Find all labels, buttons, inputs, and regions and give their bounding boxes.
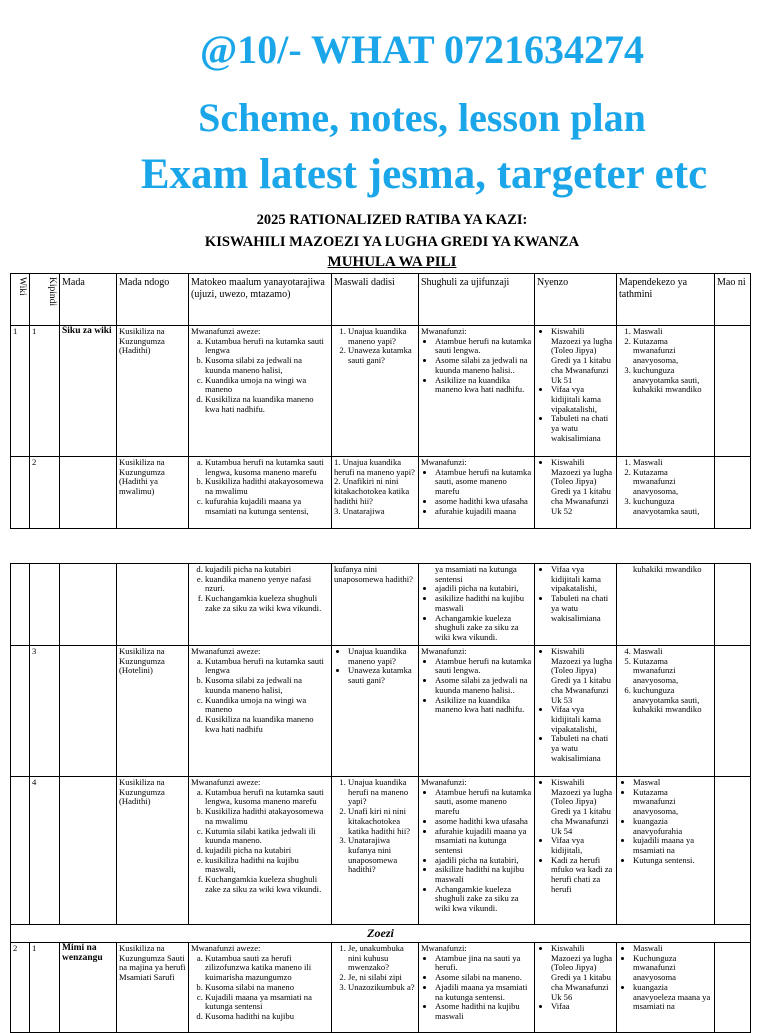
- shughuli-intro: Mwanafunzi:: [421, 777, 467, 787]
- list-item: 3. Unatarajiwa kufanya nini unaposomewa hadithi?: [348, 836, 416, 875]
- list-item: • Atambue herufi na kutamka sauti, asome maneno marefu: [435, 468, 532, 497]
- cell-wiki: [11, 564, 30, 646]
- cell-mada-ndogo: Kusikiliza na Kuzungumza (Hadithi): [117, 326, 189, 457]
- cell-mada: [60, 564, 117, 646]
- list-item: a. Kutambua herufi na kutamka sauti lengwa, kusoma maneno marefu: [205, 458, 329, 477]
- list-item: a. Kutambua herufi na kutamka sauti lengwa: [205, 337, 329, 356]
- shughuli-intro: Mwanafunzi:: [421, 646, 467, 656]
- header-tathmini: Mapendekezo ya tathmini: [617, 274, 715, 326]
- cell-matokeo: [189, 646, 332, 777]
- cell-mada: [60, 646, 117, 777]
- list-item: • Asome silabi za jedwali na kuunda maneno halisi..: [435, 676, 532, 695]
- zoezi-label: Zoezi: [11, 925, 751, 943]
- cell-matokeo: [189, 326, 332, 457]
- cell-nyenzo: [535, 777, 617, 925]
- cell-shughuli: [419, 943, 535, 1033]
- list-item: • Asome silabi na maneno.: [435, 973, 532, 983]
- list-item: 3. kuchunguza anavyotamka sauti,: [633, 497, 712, 516]
- cell-wiki: [11, 777, 30, 925]
- table-row: [11, 564, 751, 646]
- list-item: • Kutazama mwanafunzi anavyosoma,: [633, 788, 712, 817]
- matokeo-intro: Mwanafunzi aweze:: [191, 943, 261, 953]
- list-item: 2. Kutazama mwanafunzi anavyosoma,: [633, 468, 712, 497]
- cell-maswali: kufanya nini unaposomewa hadithi?: [332, 564, 419, 646]
- list-item: • Atambue jina na sauti ya herufi.: [435, 954, 532, 973]
- cell-shughuli: [419, 646, 535, 777]
- list-item: 2. Unaweza kutamka sauti gani?: [348, 346, 416, 365]
- cell-matokeo: [189, 564, 332, 646]
- list-item: d. Kusoma hadithi na kujibu: [205, 1012, 329, 1022]
- list-item: • ajadili picha na kutabiri,: [435, 856, 532, 866]
- list-item: a. Kutambua herufi na kutamka sauti lengwa: [205, 657, 329, 676]
- ad-line-exam: Exam latest jesma, targeter etc: [140, 151, 708, 198]
- scheme-table-page2: [10, 563, 751, 1033]
- list-item: 2. Je, ni silabi zipi: [348, 973, 416, 983]
- list-item: 1. Unajua kuandika herufi na maneno yapi?: [334, 457, 415, 477]
- list-item: 1. Je, unakumbuka nini kuhusu mwenzako?: [348, 944, 416, 973]
- cell-kipindi: 1: [30, 943, 60, 1033]
- ad-line-phone: @10/- WHAT 0721634274: [200, 27, 644, 72]
- list-item: • Vifaa vya kidijitali kama vipakatalishi,: [551, 385, 614, 414]
- table-row: [11, 457, 751, 529]
- header-shughuli: Shughuli za ujifunzaji: [419, 274, 535, 326]
- list-item: c. Kuandika umoja na wingi wa maneno: [205, 376, 329, 395]
- list-item: • Maswal: [633, 778, 712, 788]
- list-item: d. Kusikiliza na kuandika maneno kwa hati nadhifu: [205, 715, 329, 734]
- table-row: [11, 943, 751, 1033]
- list-item: • Atambue herufi na kutamka sauti lengwa.: [435, 657, 532, 676]
- list-item: 1. Unajua kuandika maneno yapi?: [348, 327, 416, 346]
- list-item: 1. Maswali: [633, 458, 712, 468]
- cell-kipindi: 2: [30, 457, 60, 529]
- list-item: 4. Maswali: [633, 647, 712, 657]
- list-item: ya msamiati na kutunga sentensi: [435, 564, 517, 584]
- list-item: • Atambue herufi na kutamka sauti, asome maneno marefu: [435, 788, 532, 817]
- list-item: c. kufurahia kujadili maana ya msamiati na kutunga sentensi,: [205, 497, 329, 516]
- list-item: 2. Unafikiri ni nini kitakachotokea katika hadithi hii?: [334, 476, 410, 506]
- list-item: • Asikilize na kuandika maneno kwa hati nadhifu.: [435, 696, 532, 715]
- header-kipindi: Kipindi: [30, 274, 60, 326]
- cell-maoni: [715, 564, 751, 646]
- list-item: • Tabuleti na chati ya watu wakisalimiana: [551, 734, 614, 763]
- table-row: [11, 646, 751, 777]
- matokeo-intro: Mwanafunzi aweze:: [191, 326, 261, 336]
- list-item: • Vifaa vya kidijitali kama vipakatalishi,: [551, 705, 614, 734]
- cell-tathmini: [617, 326, 715, 457]
- list-item: 5. Kutazama mwanafunzi anavyosoma,: [633, 657, 712, 686]
- list-item: • kujadili maana ya msamiati na: [633, 836, 712, 855]
- cell-mada: Siku za wiki: [60, 326, 117, 457]
- cell-maswali: [332, 326, 419, 457]
- scheme-table-page1: [10, 273, 751, 529]
- list-item: b. Kusoma silabi na maneno: [205, 983, 329, 993]
- list-item: • afurahie kujadili maana ya msamiati na kutunga sentensi: [435, 827, 532, 856]
- list-item: • Atambue herufi na kutamka sauti lengwa.: [435, 337, 532, 356]
- cell-nyenzo: [535, 457, 617, 529]
- list-item: • kuangazia anavyofurahia: [633, 817, 712, 836]
- doc-title: 2025 RATIONALIZED RATIBA YA KAZI:: [256, 212, 528, 228]
- cell-wiki: 1: [11, 326, 30, 457]
- list-item: • asome hadithi kwa ufasaha: [435, 817, 532, 827]
- cell-tathmini: [617, 646, 715, 777]
- cell-mada-ndogo: Kusikiliza na Kuzungumza (Hotelini): [117, 646, 189, 777]
- shughuli-intro: Mwanafunzi:: [421, 943, 467, 953]
- list-item: • asikilize hadithi na kujibu maswali: [435, 594, 532, 613]
- cell-maoni: [715, 326, 751, 457]
- header-maswali: Maswali dadisi: [332, 274, 419, 326]
- cell-kipindi: 4: [30, 777, 60, 925]
- cell-kipindi: 1: [30, 326, 60, 457]
- shughuli-intro: Mwanafunzi:: [421, 326, 467, 336]
- table-row: [11, 326, 751, 457]
- cell-matokeo: [189, 943, 332, 1033]
- list-item: • Unaweza kutamka sauti gani?: [348, 666, 416, 685]
- list-item: • afurahie kujadili maana: [435, 507, 532, 517]
- cell-nyenzo: [535, 564, 617, 646]
- list-item: • Achangamkie kueleza shughuli zake za siku za wiki kwa vikundi.: [435, 885, 532, 914]
- cell-maswali: [332, 777, 419, 925]
- doc-subtitle: KISWAHILI MAZOEZI YA LUGHA GREDI YA KWANZA: [204, 234, 580, 250]
- list-item: • Vifaa vya kidijitali kama vipakatalishi,: [551, 565, 614, 594]
- list-item: • Kiswahili Mazoezi ya lugha (Toleo Jipya) Gredi ya 1 kitabu cha Mwanafunzi Uk 54: [551, 778, 614, 836]
- list-item: d. kujadili picha na kutabiri: [205, 846, 329, 856]
- list-item: d. kujadili picha na kutabiri: [205, 565, 329, 575]
- list-item: • Kiswahili Mazoezi ya lugha (Toleo Jipya) Gredi ya 1 kitabu cha Mwanafunzi Uk 52: [551, 458, 614, 516]
- list-item: • Asikilize na kuandika maneno kwa hati nadhifu.: [435, 376, 532, 395]
- list-item: 2. Kutazama mwanafunzi anavyosoma,: [633, 337, 712, 366]
- list-item: • Asome silabi za jedwali na kuunda maneno halisi..: [435, 356, 532, 375]
- list-item: • Unajua kuandika maneno yapi?: [348, 647, 416, 666]
- list-item: • Kiswahili Mazoezi ya lugha (Toleo Jipya) Gredi ya 1 kitabu cha Mwanafunzi Uk 53: [551, 647, 614, 705]
- list-item: e. kusikiliza hadithi na kujibu maswali,: [205, 856, 329, 875]
- header-maoni: Mao ni: [715, 274, 751, 326]
- list-item: • Kadi za herufi mfuko wa kadi za herufi chati za herufi: [551, 856, 614, 895]
- list-item: f. Kuchangamkia kueleza shughuli zake za siku za wiki kwa vikundi.: [205, 594, 329, 613]
- cell-mada-ndogo: Kusikiliza na Kuzungumza (Hadithi ya mwalimu): [117, 457, 189, 529]
- cell-kipindi: [30, 564, 60, 646]
- cell-mada: [60, 777, 117, 925]
- list-item: a. Kutambua herufi na kutamka sauti lengwa, kusoma maneno marefu: [205, 788, 329, 807]
- matokeo-intro: Mwanafunzi aweze:: [191, 646, 261, 656]
- cell-maswali: [332, 646, 419, 777]
- list-item: 3. Unazozikumbuk a?: [348, 983, 416, 993]
- list-item: 3. Unatarajiwa: [334, 505, 385, 516]
- list-item: • kuangazia anavyoeleza maana ya msamiati na: [633, 983, 712, 1012]
- table-header-row: [11, 274, 751, 326]
- cell-maswali: [332, 943, 419, 1033]
- cell-wiki: [11, 646, 30, 777]
- list-item: b. Kusoma silabi za jedwali na kuunda maneno halisi,: [205, 356, 329, 375]
- list-item: • Vifaa vya kidijitali,: [551, 836, 614, 855]
- cell-nyenzo: [535, 326, 617, 457]
- ad-line-scheme: Scheme, notes, lesson plan: [198, 95, 646, 140]
- cell-matokeo: [189, 457, 332, 529]
- list-item: • Kiswahili Mazoezi ya lugha (Toleo Jipya) Gredi ya 1 kitabu cha Mwanafunzi Uk 51: [551, 327, 614, 385]
- cell-mada-ndogo: Kusikiliza na Kuzungumza Sauti na majina ya herufi Msamiati Sarufi: [117, 943, 189, 1033]
- list-item: c. Kutumia silabi katika jedwali ili kuunda maneno.: [205, 827, 329, 846]
- list-item: 1. Maswali: [633, 327, 712, 337]
- cell-maoni: [715, 943, 751, 1033]
- list-item: b. Kusoma silabi za jedwali na kuunda maneno halisi,: [205, 676, 329, 695]
- cell-mada-ndogo: Kusikiliza na Kuzungumza (Hadithi): [117, 777, 189, 925]
- list-item: f. Kuchangamkia kueleza shughuli zake za siku za wiki kwa vikundi.: [205, 875, 329, 894]
- cell-maoni: [715, 777, 751, 925]
- cell-shughuli: [419, 457, 535, 529]
- list-item: • Achangamkie kueleza shughuli zake za siku za wiki kwa vikundi.: [435, 614, 532, 643]
- cell-mada: Mimi na wenzangu: [60, 943, 117, 1033]
- list-item: e. kuandika maneno yenye nafasi nzuri.: [205, 575, 329, 594]
- list-item: 2. Unafi kiri ni nini kitakachotokea katika hadithi hii?: [348, 807, 416, 836]
- list-item: a. Kutambua sauti za herufi zilizofunzwa katika maneno ili kuimarisha mazungumzo: [205, 954, 329, 983]
- cell-shughuli: [419, 326, 535, 457]
- cell-tathmini: [617, 457, 715, 529]
- cell-nyenzo: [535, 943, 617, 1033]
- header-mada-ndogo: Mada ndogo: [117, 274, 189, 326]
- list-item: c. Kujadili maana ya msamiati na kutunga sentensi: [205, 993, 329, 1012]
- cell-mada-ndogo: [117, 564, 189, 646]
- list-item: • Asome hadithi na kujibu maswali: [435, 1002, 532, 1021]
- cell-tathmini: [617, 777, 715, 925]
- header-wiki: Wiki: [11, 274, 30, 326]
- cell-matokeo: [189, 777, 332, 925]
- zoezi-row: [11, 925, 751, 943]
- list-item: • Maswali: [633, 944, 712, 954]
- cell-shughuli: [419, 564, 535, 646]
- header-mada: Mada: [60, 274, 117, 326]
- doc-term: MUHULA WA PILI: [327, 254, 457, 270]
- list-item: b. Kusikiliza hadithi atakayosomewa na mwalimu: [205, 477, 329, 496]
- list-item: • Tabuleti na chati ya watu wakisalimiana: [551, 414, 614, 443]
- shughuli-intro: Mwanafunzi:: [421, 457, 467, 467]
- list-item: b. Kusikiliza hadithi atakayosomewa na mwalimu: [205, 807, 329, 826]
- cell-shughuli: [419, 777, 535, 925]
- cell-tathmini: kuhakiki mwandiko: [617, 564, 715, 646]
- list-item: • Ajadili maana ya msamiati na kutunga sentensi.: [435, 983, 532, 1002]
- list-item: 6. kuchunguza anavyotamka sauti, kuhakiki mwandiko: [633, 686, 712, 715]
- header-nyenzo: Nyenzo: [535, 274, 617, 326]
- list-item: c. Kuandika umoja na wingi wa maneno: [205, 696, 329, 715]
- list-item: • asome hadithi kwa ufasaha: [435, 497, 532, 507]
- list-item: • Kutunga sentensi.: [633, 856, 712, 866]
- cell-wiki: 2: [11, 943, 30, 1033]
- list-item: • asikilize hadithi na kujibu maswali: [435, 865, 532, 884]
- header-matokeo: Matokeo maalum yanayotarajiwa (ujuzi, uwezo, mtazamo): [189, 274, 332, 326]
- list-item: • Tabuleti na chati ya watu wakisalimiana: [551, 594, 614, 623]
- list-item: • Kuchunguza mwanafunzi anavyosoma: [633, 954, 712, 983]
- list-item: d. Kusikiliza na kuandika maneno kwa hati nadhifu.: [205, 395, 329, 414]
- list-item: 1. Unajua kuandika herufi na maneno yapi?: [348, 778, 416, 807]
- cell-tathmini: [617, 943, 715, 1033]
- list-item: • Kiswahili Mazoezi ya lugha (Toleo Jipya) Gredi ya 1 kitabu cha Mwanafunzi Uk 56: [551, 944, 614, 1002]
- cell-maswali: [332, 457, 419, 529]
- cell-nyenzo: [535, 646, 617, 777]
- list-item: • ajadili picha na kutabiri,: [435, 584, 532, 594]
- cell-kipindi: 3: [30, 646, 60, 777]
- matokeo-intro: Mwanafunzi aweze:: [191, 777, 261, 787]
- cell-maoni: [715, 646, 751, 777]
- list-item: 3. kuchunguza anavyotamka sauti, kuhakiki mwandiko: [633, 366, 712, 395]
- cell-maoni: [715, 457, 751, 529]
- table-row: [11, 777, 751, 925]
- cell-wiki: [11, 457, 30, 529]
- cell-mada: [60, 457, 117, 529]
- list-item: • Vifaa: [551, 1002, 614, 1012]
